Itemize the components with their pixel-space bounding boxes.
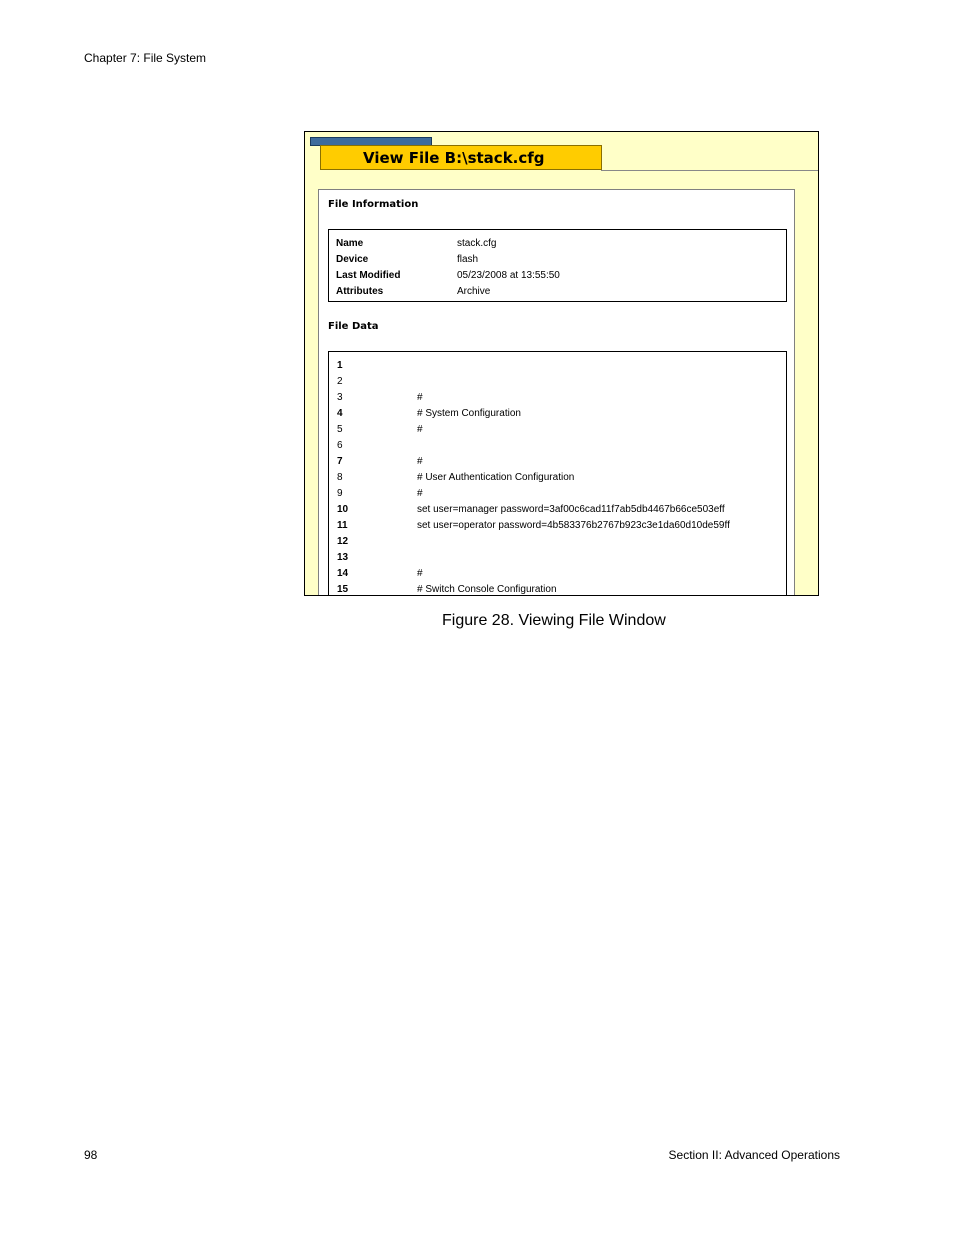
line-number: 13: [337, 552, 349, 563]
info-value: stack.cfg: [457, 238, 497, 249]
file-data-listing[interactable]: [328, 351, 787, 596]
line-number: 12: [337, 536, 349, 547]
line-text: #: [417, 392, 423, 403]
line-number: 14: [337, 568, 349, 579]
line-text: #: [417, 488, 423, 499]
line-text: # User Authentication Configuration: [417, 472, 575, 483]
line-text: #: [417, 568, 423, 579]
line-number: 7: [337, 456, 343, 467]
info-key: Attributes: [336, 286, 384, 297]
line-number: 8: [337, 472, 343, 483]
title-bar: [320, 145, 602, 170]
line-number: 6: [337, 440, 343, 451]
line-number: 11: [337, 520, 348, 531]
figure-caption: Figure 28. Viewing File Window: [442, 612, 666, 629]
line-text: # System Configuration: [417, 408, 521, 419]
line-number: 1: [337, 360, 343, 371]
line-number: 4: [337, 408, 343, 419]
info-value: 05/23/2008 at 13:55:50: [457, 270, 560, 281]
line-text: #: [417, 456, 423, 467]
info-value: flash: [457, 254, 479, 265]
line-text: # Switch Console Configuration: [417, 584, 557, 595]
line-number: 2: [337, 376, 343, 387]
info-key: Last Modified: [336, 270, 401, 281]
title-divider: [601, 170, 818, 171]
line-number: 5: [337, 424, 343, 435]
line-text: set user=manager password=3af00c6cad11f7ab5db4467b66ce503eff: [417, 504, 725, 515]
info-key: Name: [336, 238, 364, 249]
page-number: 98: [84, 1148, 98, 1162]
line-number: 10: [337, 504, 349, 515]
file-information-heading: File Information: [328, 199, 419, 210]
section-footer: Section II: Advanced Operations: [668, 1148, 840, 1162]
content-panel: [318, 189, 795, 596]
view-file-window: [304, 131, 819, 596]
line-number: 3: [337, 392, 343, 403]
line-number: 15: [337, 584, 349, 595]
line-text: #: [417, 424, 423, 435]
file-data-heading: File Data: [328, 321, 379, 332]
line-number: 9: [337, 488, 343, 499]
page-header: Chapter 7: File System: [84, 51, 207, 65]
info-key: Device: [336, 254, 369, 265]
info-value: Archive: [457, 286, 491, 297]
line-text: set user=operator password=4b583376b2767b923c3e1da60d10de59ff: [417, 520, 730, 531]
window-title: View File B:\stack.cfg: [363, 149, 545, 167]
file-information-table: [328, 229, 787, 302]
